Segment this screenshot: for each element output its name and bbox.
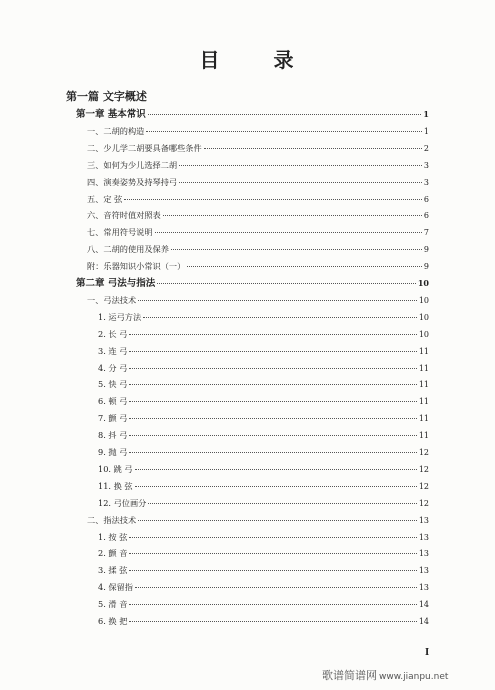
toc-entry[interactable]	[98, 396, 429, 407]
toc-entry[interactable]	[87, 210, 429, 221]
toc-entry[interactable]	[98, 599, 429, 610]
toc-entry-page: 10	[418, 329, 429, 339]
toc-entry-page: 7	[423, 228, 429, 238]
toc-entry[interactable]	[98, 548, 429, 559]
toc-leader-dots	[179, 181, 422, 183]
toc-entry-label: 10. 跳 弓	[98, 463, 133, 474]
toc-leader-dots	[129, 620, 416, 622]
toc-entry-label: 二、少儿学二胡要具备哪些条件	[87, 142, 202, 153]
toc-entry[interactable]	[98, 498, 429, 509]
toc-leader-dots	[129, 350, 416, 352]
toc-entry-page: 11	[418, 431, 429, 441]
title-char-first: 目	[199, 48, 222, 72]
toc-entry-label: 七、常用符号说明	[87, 227, 153, 238]
toc-leader-dots	[129, 552, 416, 554]
toc-entry[interactable]	[98, 430, 429, 441]
toc-entry[interactable]	[87, 244, 429, 255]
toc-entry-label: 八、二胡的使用及保养	[87, 244, 169, 255]
toc-entry-page: 2	[423, 143, 429, 153]
toc-entry[interactable]	[98, 346, 429, 357]
toc-entry-page: 13	[418, 549, 429, 559]
toc-entry[interactable]	[87, 261, 429, 272]
toc-leader-dots	[129, 603, 416, 605]
toc-entry-label: 一、弓法技术	[87, 294, 137, 305]
toc-leader-dots	[148, 113, 422, 115]
toc-leader-dots	[129, 400, 416, 402]
toc-entry-label: 8. 抖 弓	[98, 430, 128, 441]
toc-leader-dots	[155, 231, 422, 233]
toc-entry-label: 7. 颤 弓	[98, 413, 128, 424]
toc-leader-dots	[129, 434, 416, 436]
toc-entry-page: 12	[418, 448, 429, 457]
toc-leader-dots	[129, 569, 416, 571]
toc-entry-label: 四、演奏姿势及持琴持弓	[87, 176, 178, 187]
toc-leader-dots	[135, 485, 417, 487]
toc-leader-dots	[129, 383, 416, 385]
watermark	[322, 667, 448, 683]
toc-entry[interactable]	[98, 464, 429, 475]
toc-entry[interactable]	[98, 379, 429, 390]
toc-entry-label: 6. 顿 弓	[98, 396, 128, 407]
toc-entry-label: 3. 揉 弦	[98, 565, 128, 576]
toc-entry-page: 3	[423, 177, 429, 187]
toc-leader-dots	[143, 316, 417, 318]
toc-entry[interactable]	[87, 515, 429, 526]
toc-entry-page: 12	[418, 498, 429, 508]
toc-entry-page: 11	[418, 397, 429, 407]
toc-leader-dots	[138, 519, 417, 521]
toc-entry-label: 3. 连 弓	[98, 345, 128, 356]
toc-entry[interactable]	[76, 278, 429, 289]
page-title	[0, 44, 495, 73]
toc-leader-dots	[129, 367, 416, 369]
toc-leader-dots	[129, 536, 416, 538]
toc-entry[interactable]	[87, 295, 429, 306]
toc-entry-page: 11	[418, 414, 429, 424]
toc-entry[interactable]	[98, 616, 429, 627]
toc-entry-label: 二、指法技术	[87, 514, 137, 525]
toc-entry[interactable]	[98, 329, 429, 340]
toc-entry-page: 13	[418, 532, 429, 542]
toc-entry-label: 2. 长 弓	[98, 328, 128, 339]
watermark-text: 歌谱简谱网	[322, 669, 377, 682]
toc-entry-label: 4. 保留指	[98, 582, 133, 593]
toc-entry-page: 3	[423, 160, 429, 170]
toc-entry-label: 11. 换 弦	[98, 480, 133, 491]
toc-entry-page: 11	[418, 363, 429, 373]
toc-entry[interactable]	[98, 582, 429, 593]
toc-entry[interactable]	[98, 363, 429, 374]
toc-entry-label: 一、二胡的构造	[87, 125, 145, 136]
toc-entry[interactable]	[98, 312, 429, 323]
toc-entry-page: 6	[423, 211, 429, 221]
toc-entry-page: 11	[418, 380, 429, 390]
toc-entry-page: 9	[423, 262, 429, 272]
toc-entry[interactable]	[87, 160, 429, 171]
toc-leader-dots	[138, 299, 417, 301]
toc-entry-page: 1	[423, 126, 429, 136]
toc-entry-page: 12	[418, 481, 429, 491]
toc-entry-label: 附：乐器知识小常识（一）	[87, 261, 186, 272]
toc-entry-page: 1	[423, 109, 429, 119]
toc-entry[interactable]	[87, 227, 429, 238]
toc-entry[interactable]	[87, 126, 429, 137]
toc-entry[interactable]	[98, 447, 429, 458]
toc-leader-dots	[124, 198, 422, 200]
toc-entry-page: 9	[423, 245, 429, 255]
toc-leader-dots	[163, 214, 422, 216]
toc-entry-label: 1. 运弓方法	[98, 311, 142, 322]
toc-entry-page: 13	[418, 566, 429, 576]
toc-leader-dots	[157, 282, 416, 284]
toc-entry[interactable]	[98, 481, 429, 492]
toc-entry-page: 11	[418, 346, 429, 356]
toc-entry-page: 10	[418, 312, 429, 322]
toc-leader-dots	[179, 164, 422, 166]
toc-leader-dots	[129, 417, 416, 419]
part-heading: 第一篇 文字概述	[66, 90, 147, 103]
toc-entry-page: 10	[418, 295, 429, 305]
page-number: I	[425, 648, 430, 658]
toc-leader-dots	[146, 130, 422, 132]
toc-entry[interactable]	[98, 413, 429, 424]
toc-leader-dots	[135, 468, 417, 470]
toc-entry-page: 14	[418, 600, 429, 610]
toc-entry-page: 6	[423, 194, 429, 204]
toc-entry-page: 13	[418, 583, 429, 593]
toc-entry-label: 9. 抛 弓	[98, 447, 128, 457]
toc-entry[interactable]	[87, 194, 429, 205]
toc-entry-label: 5. 滑 音	[98, 599, 128, 610]
toc-entry-label: 第二章 弓法与指法	[76, 278, 156, 289]
toc-leader-dots	[129, 451, 416, 453]
toc-leader-dots	[187, 265, 422, 267]
toc-entry-label: 12. 弓位画分	[98, 497, 147, 508]
toc-entry[interactable]	[98, 532, 429, 543]
toc-entry[interactable]	[98, 565, 429, 576]
toc-leader-dots	[171, 248, 422, 250]
toc-entry-label: 六、音符时值对照表	[87, 210, 161, 221]
toc-entry-page: 14	[418, 617, 429, 626]
toc-entry-page: 13	[418, 515, 429, 525]
watermark-url: www.jianpu.net	[379, 672, 449, 682]
toc-entry-label: 2. 颤 音	[98, 548, 128, 559]
toc-entry[interactable]	[87, 177, 429, 188]
toc-entry-label: 五、定 弦	[87, 193, 123, 204]
toc-entry-label: 6. 换 把	[98, 616, 128, 626]
toc-entry-label: 第一章 基本常识	[76, 109, 146, 120]
toc-entry-label: 1. 按 弦	[98, 531, 128, 542]
toc-entry-label: 5. 快 弓	[98, 379, 128, 390]
toc-entry-page: 10	[417, 278, 429, 288]
toc-leader-dots	[135, 586, 417, 588]
toc-entry[interactable]	[76, 109, 429, 120]
toc-entry[interactable]	[87, 143, 429, 154]
toc-leader-dots	[148, 502, 416, 504]
toc-leader-dots	[129, 333, 416, 335]
toc-leader-dots	[204, 147, 422, 149]
toc-entry-label: 三、如何为少儿选择二胡	[87, 159, 178, 170]
toc-entry-page: 12	[418, 464, 429, 474]
title-char-second: 录	[273, 48, 296, 72]
toc-entry-label: 4. 分 弓	[98, 362, 128, 373]
